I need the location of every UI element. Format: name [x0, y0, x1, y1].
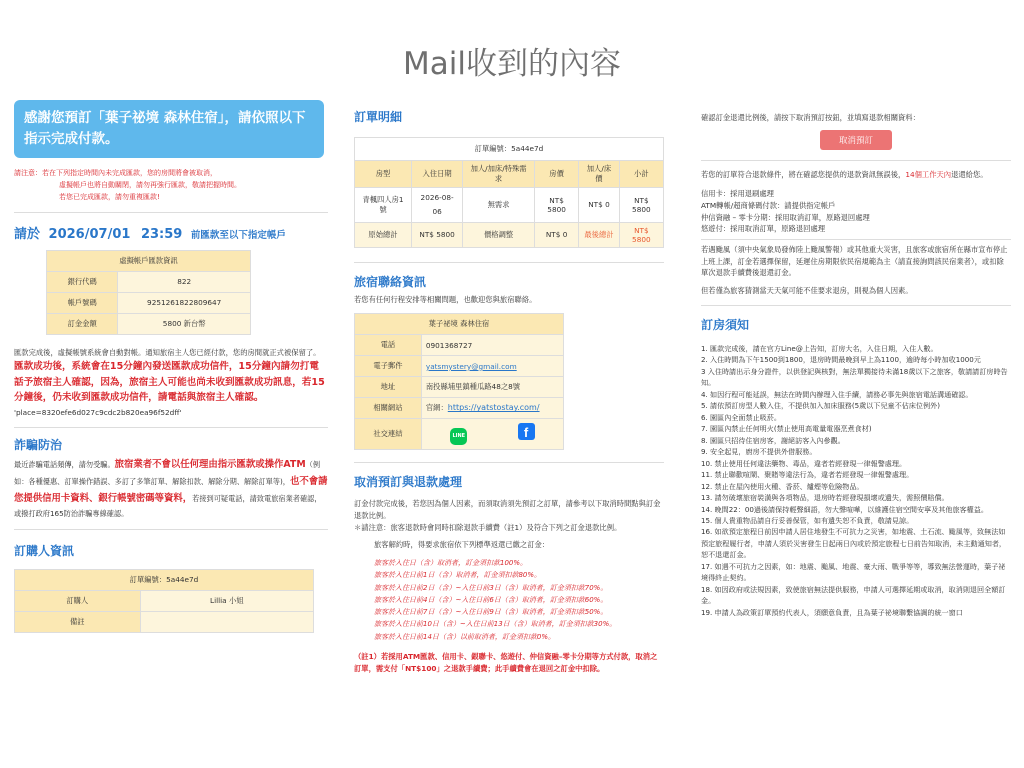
fraud-plain-2: （例如：各種優惠、訂單操作錯誤、多訂了多筆訂單、解除扣款、解除分期、解除訂單等)， [14, 460, 321, 486]
order-cell: NT$ 0 [579, 188, 619, 223]
rule-item: 1. 匯款完成後，請在官方Line@上告知，訂房大名，入住日期，入住人數。 [701, 343, 938, 353]
payment-instructions [14, 347, 328, 406]
refund-fee-note: （註1）若採用ATM匯款、信用卡、銀聯卡、悠遊付、仲信資融–零卡分期等方式付款，取消之訂單，需支付「NT$100」之退款手續費；此手續費會在退回之訂金中扣除。 [354, 651, 658, 673]
payment-text-red: 匯款成功後，系統會在15分鐘內發送匯款成功信件，15分鐘內請勿打電話予旅宿主人確認，因為，旅宿主人可能也尚未收到匯款成功訊息，若15分鐘後，仍未收到匯款成功信件，請電話與旅宿主人確認。 [14, 361, 325, 404]
rule-item: 6. 園區內全面禁止吸菸。 [701, 412, 781, 422]
refund-item: 旅客於入住日前1日（含）取消者，訂金須扣款80%。 [374, 571, 542, 580]
order-details-table [354, 137, 664, 248]
contact-table [354, 313, 564, 450]
fraud-plain-1: 最近詐騙電話頻傳，請勿受騙。 [14, 460, 115, 470]
va-label: 帳戶號碼 [47, 292, 118, 313]
refund-text: 若您的訂單符合退款條件，將在確認您提供的退款資訊無誤後， [701, 169, 906, 179]
order-header: 小計 [619, 161, 663, 188]
rule-item: 7. 園區內禁止任何明火(禁止使用高電量電器烹煮食材) [701, 424, 872, 434]
va-label: 訂金金額 [47, 313, 118, 334]
buyer-label: 備註 [15, 611, 141, 632]
typhoon-policy: 若遇颱風（須中央氣象局發佈陸上颱風警報）或其他重大災害，且旅客或旅宿所在縣市宣布停止上班上課，訂金若選擇保留，延遲住房期限依民宿規範為主（請直接詢問該民宿業者），或扣除單次退款手續費後退還訂金。 [701, 245, 1008, 278]
booking-rules-title: 訂房須知 [701, 317, 750, 332]
account-number-value: 9251261822809647 [118, 292, 251, 313]
refund-method: 信用卡：採用退刷處理 [701, 189, 774, 199]
fraud-red-2: 也不會請您提供信用卡資料、銀行帳號密碼等資料， [14, 475, 328, 504]
buyer-info-table [14, 569, 314, 633]
facebook-icon[interactable]: f [518, 423, 535, 440]
total-cell: 最後總計 [579, 222, 619, 247]
contact-info-title: 旅宿聯絡資訊 [354, 274, 427, 289]
contact-label: 社交連結 [355, 419, 422, 450]
website-link[interactable]: https://yatstostay.com/ [447, 403, 540, 413]
rule-item: 5. 請依預訂房型人數入住，不提供加入加床服務(5歲以下兒童不佔床位例外) [701, 401, 940, 411]
refund-item: 旅客於入住日前7日（含）~入住日前9日（含）取消者，訂金須扣款50%。 [374, 608, 608, 617]
payment-deadline [14, 223, 328, 242]
order-column [354, 96, 664, 762]
cancel-intro: 確認訂金退還比例後，請按下取消預訂按鈕，並填寫退款相關資料： [701, 113, 920, 122]
booking-rules-list [701, 343, 1011, 619]
rule-item: 13. 請勿破壞旅宿裝潢與各項物品，退房時若經發現損壞或遺失，需照價賠償。 [701, 493, 949, 503]
refund-item: 旅客於入住日（含）取消者，訂金須扣款100%。 [374, 559, 528, 568]
refund-item: 旅客於入住日前2日（含）~入住日前3日（含）取消者，訂金須扣款70%。 [374, 583, 608, 592]
rule-item: 19. 申請人為政策訂單預約代表人，須願意負責，且為葉子祕境聯繫協調的統一窗口 [701, 607, 963, 617]
refund-method: 悠遊付：採用取消訂單，原路退回處理 [701, 224, 826, 234]
rule-item: 4. 如因行程可能延誤，無法在時間內辦理入住手續，請務必事先與旅宿電話溝通確認。 [701, 389, 973, 399]
contact-label: 地址 [355, 377, 422, 398]
fraud-red-1: 旅宿業者不會以任何理由指示匯款或操作ATM [114, 459, 306, 471]
total-cell: 原始總計 [355, 222, 412, 247]
rule-item: 15. 個人貴重物品請自行妥善保管，如有遺失恕不負責，敬請見諒。 [701, 515, 914, 525]
email-link[interactable]: yatsmystery@gmail.com [425, 361, 517, 371]
deadline-date: 2026/07/01 [48, 226, 131, 242]
order-header: 入住日期 [412, 161, 463, 188]
refund-days: 14個工作天內 [905, 169, 952, 179]
buyer-name-value: Lillia 小姐 [140, 590, 313, 611]
fraud-prevention-title: 詐騙防治 [14, 438, 63, 453]
payment-notice [14, 167, 328, 204]
deadline-prefix: 請於 [14, 226, 41, 242]
order-header: 加人/床價 [579, 161, 619, 188]
thank-you-banner: 感謝您預訂「葉子祕境 森林住宿」，請依照以下指示完成付款。 [14, 100, 324, 158]
order-cell: NT$ 5800 [534, 188, 578, 223]
weather-policy: 但若僅為旅客猜測當天天氣可能不佳要求退房，則視為個人因素。 [701, 286, 913, 296]
refund-method: 仲信資融 – 零卡分期：採用取消訂單，原路退回處理 [701, 212, 870, 222]
rule-item: 8. 園區只招待住宿房客，謝絕訪客入內參觀。 [701, 435, 845, 445]
address-value: 南投縣埔里鎮種瓜路48之8號 [421, 377, 563, 398]
order-details-title: 訂單明細 [354, 110, 403, 124]
total-cell: NT$ 5800 [412, 222, 463, 247]
deadline-suffix: 前匯款至以下指定帳戶 [190, 229, 286, 241]
refund-schedule [374, 557, 664, 643]
payment-text-plain: 匯款完成後，虛擬帳號系統會自動對帳。通知旅宿主人您已經付款，您的房間就正式被保留了。 [14, 347, 321, 357]
rule-item: 14. 晚間22：00過後請保持輕聲細語，勿大聲喧嘩，以維護住宿空間安寧及其他旅客權益。 [701, 504, 988, 514]
va-label: 銀行代碼 [47, 271, 118, 292]
deposit-amount-value: 5800 新台幣 [118, 313, 251, 334]
cancellation-note: ＊請注意：旅客退款時會同時扣除退款手續費（註1）及符合下列之訂金退款比例。 [354, 522, 622, 532]
bank-code-value: 822 [118, 271, 251, 292]
fraud-plain-3: 若接到可疑電話，請致電旅宿業者確認，或撥打政府165防治詐騙專線確認。 [14, 493, 322, 518]
notice-line: 請注意：若在下列指定時間內未完成匯款，您的房間將會被取消， [14, 168, 217, 177]
contact-label: 相關網站 [355, 398, 422, 419]
rule-item: 17. 如遇不可抗力之因素，如：地震、颱風、地震、豪大雨、戰爭等等，導致無法營運時，葉子祕境得終止契約。 [701, 561, 1006, 583]
contact-label: 電子郵件 [355, 356, 422, 377]
rule-item: 2. 入住時間為下午1500到1800，退房時間最晚到早上為1100，逾時每小時加收1000元 [701, 355, 981, 365]
buyer-note-value [140, 611, 313, 632]
phone-value: 0901368727 [421, 335, 563, 356]
cancel-booking-button[interactable]: 取消預訂 [820, 130, 892, 150]
order-header: 房型 [355, 161, 412, 188]
refund-item: 旅客於入住日前10日（含）~入住日前13日（含）取消者，訂金須扣款30%。 [374, 620, 617, 629]
cancellation-title: 取消預訂與退款處理 [354, 475, 463, 490]
order-cell: NT$ 5800 [619, 188, 663, 223]
website-prefix: 官網： [425, 403, 448, 413]
buyer-label: 訂購人 [15, 590, 141, 611]
notice-line: 虛擬帳戶也將自動關閉，請勿再強行匯款，敬請把握時間。 [59, 181, 241, 190]
page-title: Mail收到的內容 [403, 46, 621, 82]
total-cell: 價格調整 [463, 222, 535, 247]
refund-item: 旅客於入住日前14日（含）以前取消者，訂金須扣款0%。 [374, 632, 556, 641]
contact-note: 若您有任何行程安排等相關問題，也歡迎您與旅宿聯絡。 [354, 294, 537, 304]
fraud-text [14, 457, 328, 521]
buyer-order-number: 訂單編號：5a44e7d [15, 569, 314, 590]
payment-column [14, 96, 328, 762]
social-links [421, 419, 563, 450]
cancellation-paragraph: 訂金付款完成後，若您因為個人因素，而須取消須先預訂之訂單，請參考以下取消時間點與訂金退款比例。 [354, 499, 661, 521]
rule-item: 16. 如欲預定旅程日前因申請人居住地發生不可抗力之災害，如地震、土石流、颱風等，致無法如預定旅程履行者，申請人須於災害發生日起兩日內或於預定旅程七日前告知取消，未主動通知者，恕不退還訂金。 [701, 527, 1007, 560]
order-header: 加人/加床/特殊需求 [463, 161, 535, 188]
refund-text-end: 退還給您。 [951, 169, 988, 179]
notice-line: 若您已完成匯款，請勿重複匯款! [59, 193, 160, 202]
line-icon[interactable]: LINE [450, 428, 467, 445]
refund-standard-head: 旅客解約時，得要求旅宿依下列標準返還已繳之訂金： [374, 540, 550, 550]
order-number: 訂單編號：5a44e7d [355, 138, 664, 161]
refund-item: 旅客於入住日前4日（含）~入住日前6日（含）取消者，訂金須扣款60%。 [374, 595, 608, 604]
order-cell: 2026-08-06 [412, 188, 463, 223]
contact-label: 電話 [355, 335, 422, 356]
total-cell: NT$ 0 [534, 222, 578, 247]
order-cell: 青楓四人房1號 [355, 188, 412, 223]
website-cell [421, 398, 563, 419]
rule-item: 10. 禁止使用任何違法藥物、毒品，違者若經發現一律報警處理。 [701, 458, 907, 468]
lodging-name: 葉子祕境 森林住宿 [355, 314, 564, 335]
policy-column [701, 96, 1011, 762]
final-total: NT$ 5800 [619, 222, 663, 247]
buyer-info-title: 訂購人資訊 [14, 543, 75, 558]
refund-paragraph [701, 169, 1011, 181]
deadline-time: 23:59 [140, 226, 183, 242]
order-cell: 無需求 [463, 188, 535, 223]
rule-item: 9. 安全起見，廚房不提供外借服務。 [701, 447, 817, 457]
refund-method: ATM轉帳/超商條碼付款：請提供指定帳戶 [701, 201, 836, 211]
rule-item: 3 入住時請出示身分證件，以供登記與核對，無法單獨接待未滿18歲以下之旅客，敬請請訂房時告知。 [701, 366, 1008, 388]
virtual-account-table [46, 250, 251, 335]
rule-item: 18. 如因政府或法規因素，致使旅宿無法提供服務，申請人可選擇延期或取消，取消則退回全額訂金。 [701, 584, 1006, 606]
order-header: 房價 [534, 161, 578, 188]
rule-item: 11. 禁止聯歡喧鬧、聚賭等違法行為，違者若經發現一律報警處理。 [701, 470, 914, 480]
email-cell [421, 356, 563, 377]
rule-item: 12. 禁止在屋內使用火種、香菸、爐煙等危險物品。 [701, 481, 864, 491]
refund-methods [701, 188, 1011, 235]
place-id: 'place=8320efe6d027c9cdc2b820ea96f52dff' [14, 408, 182, 418]
va-table-title: 虛擬帳戶匯款資訊 [47, 250, 251, 271]
